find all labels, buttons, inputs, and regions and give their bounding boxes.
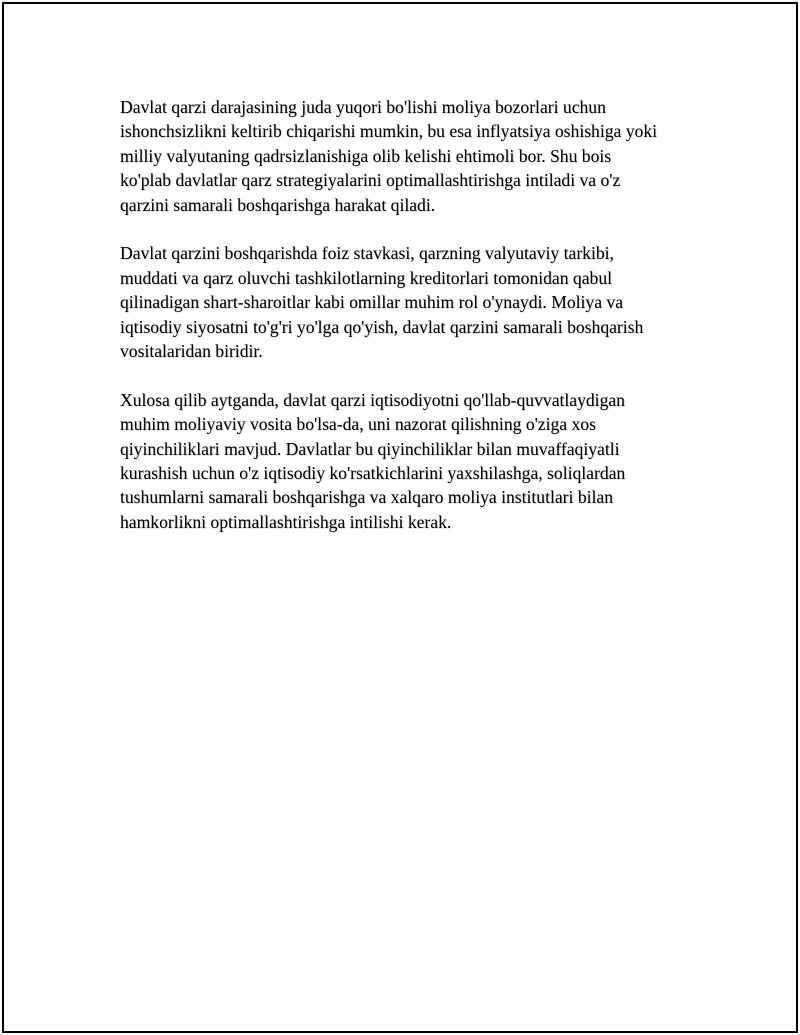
paragraph-line: qiyinchiliklari mavjud. Davlatlar bu qiyinchiliklar bilan muvaffaqiyatli: [120, 438, 620, 459]
paragraph-line: muddati va qarz oluvchi tashkilotlarning kreditorlari tomonidan qabul: [120, 267, 613, 288]
paragraph-line: muhim moliyaviy vosita bo'lsa-da, uni nazorat qilishning o'ziga xos: [120, 414, 596, 435]
paragraph-2: [120, 241, 700, 363]
paragraph-line: iqtisodiy siyosatni to'g'ri yo'lga qo'yish, davlat qarzini samarali boshqarish: [120, 316, 644, 337]
paragraph-line: milliy valyutaning qadrsizlanishiga olib kelishi ehtimoli bor. Shu bois: [120, 145, 612, 166]
page-frame: [2, 2, 798, 1033]
paragraph-line: ko'plab davlatlar qarz strategiyalarini optimallashtirishga intiladi va o'z: [120, 170, 621, 191]
paragraph-line: kurashish uchun o'z iqtisodiy ko'rsatkichlarini yaxshilashga, soliqlardan: [120, 463, 626, 484]
paragraph-line: Davlat qarzi darajasining juda yuqori bo'lishi moliya bozorlari uchun: [120, 97, 606, 117]
paragraph-line: Xulosa qilib aytganda, davlat qarzi iqtisodiyotni qo'llab-quvvatlaydigan: [120, 389, 625, 410]
paragraph-1: [120, 95, 700, 217]
paragraph-line: qarzini samarali boshqarishga harakat qiladi.: [120, 194, 436, 215]
paragraph-line: Davlat qarzini boshqarishda foiz stavkasi, qarzning valyutaviy tarkibi,: [120, 243, 614, 264]
paragraph-line: vositalaridan biridir.: [120, 341, 263, 362]
paragraph-line: hamkorlikni optimallashtirishga intilishi kerak.: [120, 511, 452, 532]
paragraph-line: qilinadigan shart-sharoitlar kabi omillar muhim rol o'ynaydi. Moliya va: [120, 292, 624, 313]
paragraph-line: tushumlarni samarali boshqarishga va xalqaro moliya institutlari bilan: [120, 487, 614, 508]
paragraph-line: ishonchsizlikni keltirib chiqarishi mumkin, bu esa inflyatsiya oshishiga yoki: [120, 121, 658, 142]
document-body: [120, 95, 700, 559]
paragraph-3: [120, 388, 700, 534]
